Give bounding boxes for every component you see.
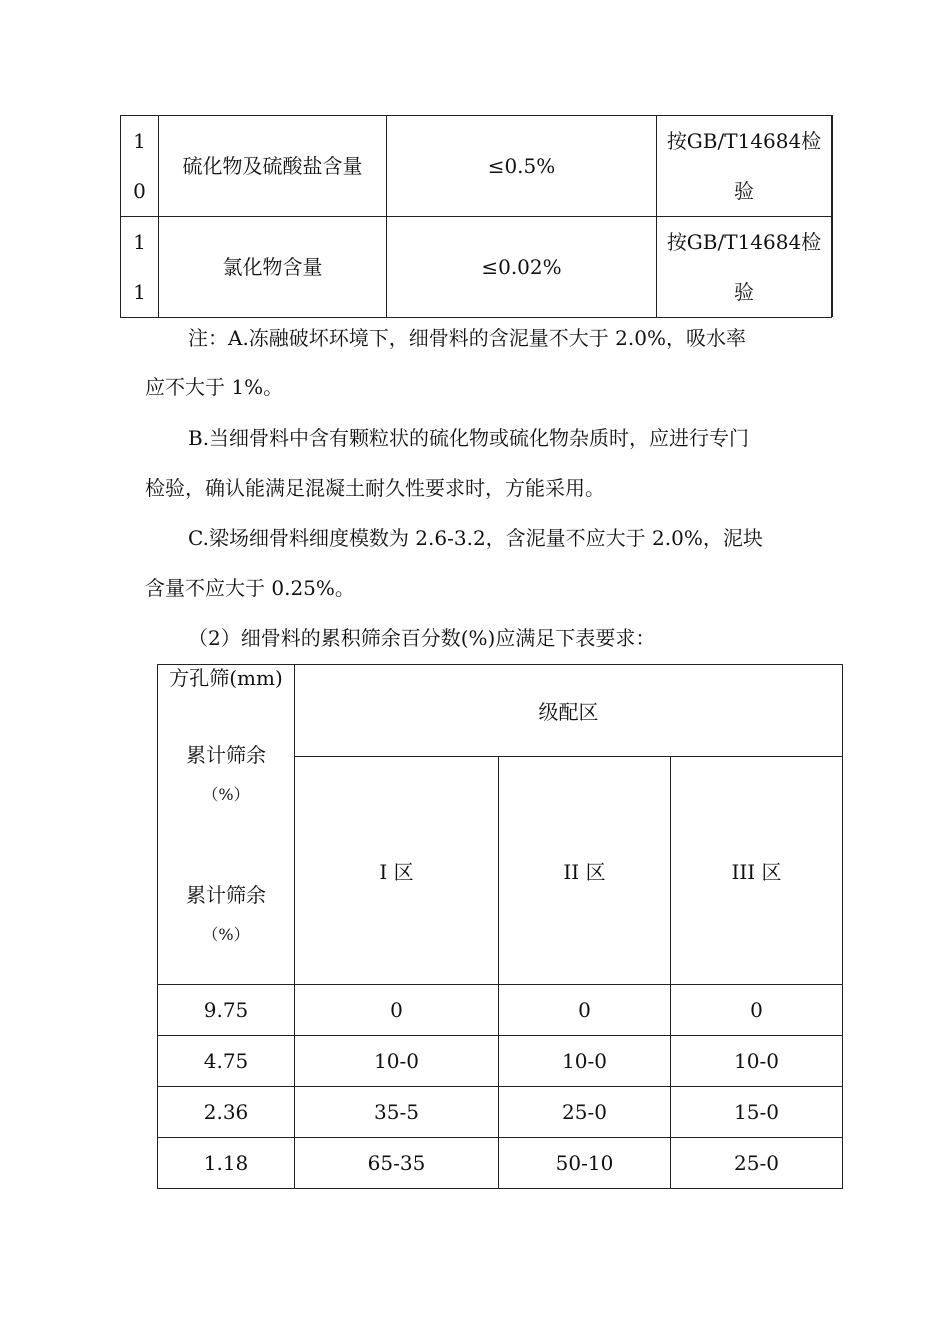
percent-label-1: （%） — [202, 785, 250, 804]
grading-zone-header: 级配区 — [295, 665, 843, 757]
zone-2-value: 50-10 — [499, 1138, 671, 1189]
row-number — [121, 217, 159, 318]
cumulative-label-1: 累计筛余 — [186, 743, 266, 767]
sieve-size: 4.75 — [158, 1036, 295, 1087]
row-number-top: 1 — [133, 230, 146, 254]
section-heading: （2）细骨料的累积筛余百分数(%)应满足下表要求： — [188, 626, 656, 650]
zone-2-header: II 区 — [499, 757, 671, 985]
table-double-border — [829, 115, 833, 317]
cumulative-label-2: 累计筛余 — [186, 883, 266, 907]
item-name: 硫化物及硫酸盐含量 — [159, 116, 387, 217]
table-row — [121, 217, 832, 318]
note-a-line2: 应不大于 1%。 — [145, 375, 284, 399]
zone-3-header: III 区 — [671, 757, 843, 985]
table-row — [158, 1087, 843, 1138]
requirements-table — [120, 115, 832, 318]
zone-1-value: 65-35 — [295, 1138, 499, 1189]
row-number-top: 1 — [133, 129, 146, 153]
sieve-header: 方孔筛(mm) — [169, 666, 283, 690]
table-row — [158, 1036, 843, 1087]
zone-1-header: I 区 — [295, 757, 499, 985]
table-row — [158, 1138, 843, 1189]
percent-label-2: （%） — [202, 925, 250, 944]
header-row — [158, 665, 843, 757]
item-value: ≤0.02% — [387, 217, 657, 318]
test-method — [657, 217, 832, 318]
grading-table — [157, 664, 843, 1189]
table-row — [158, 985, 843, 1036]
item-value: ≤0.5% — [387, 116, 657, 217]
sieve-size: 2.36 — [158, 1087, 295, 1138]
note-b-line2: 检验，确认能满足混凝土耐久性要求时，方能采用。 — [145, 476, 605, 500]
table-row — [121, 116, 832, 217]
row-number — [121, 116, 159, 217]
zone-2-value: 0 — [499, 985, 671, 1036]
sieve-size: 9.75 — [158, 985, 295, 1036]
note-b-line1: B.当细骨料中含有颗粒状的硫化物或硫化物杂质时，应进行专门 — [188, 426, 750, 450]
zone-2-value: 10-0 — [499, 1036, 671, 1087]
zone-3-value: 10-0 — [671, 1036, 843, 1087]
row-number-bottom: 1 — [133, 280, 146, 304]
zone-1-value: 35-5 — [295, 1087, 499, 1138]
note-a-line1: 注：A.冻融破坏环境下，细骨料的含泥量不大于 2.0%，吸水率 — [188, 326, 746, 350]
note-c-line1: C.梁场细骨料细度模数为 2.6-3.2，含泥量不应大于 2.0%，泥块 — [188, 526, 763, 550]
sieve-size: 1.18 — [158, 1138, 295, 1189]
test-method-line2: 验 — [734, 179, 754, 203]
row-number-bottom: 0 — [133, 179, 146, 203]
zone-1-value: 10-0 — [295, 1036, 499, 1087]
zone-2-value: 25-0 — [499, 1087, 671, 1138]
zone-3-value: 0 — [671, 985, 843, 1036]
test-method-line1: 按GB/T14684检 — [666, 230, 822, 254]
note-c-line2: 含量不应大于 0.25%。 — [145, 576, 355, 600]
zone-3-value: 15-0 — [671, 1087, 843, 1138]
zone-1-value: 0 — [295, 985, 499, 1036]
test-method — [657, 116, 832, 217]
zone-3-value: 25-0 — [671, 1138, 843, 1189]
test-method-line1: 按GB/T14684检 — [666, 129, 822, 153]
item-name: 氯化物含量 — [159, 217, 387, 318]
header-left-cell — [158, 665, 295, 985]
test-method-line2: 验 — [734, 280, 754, 304]
